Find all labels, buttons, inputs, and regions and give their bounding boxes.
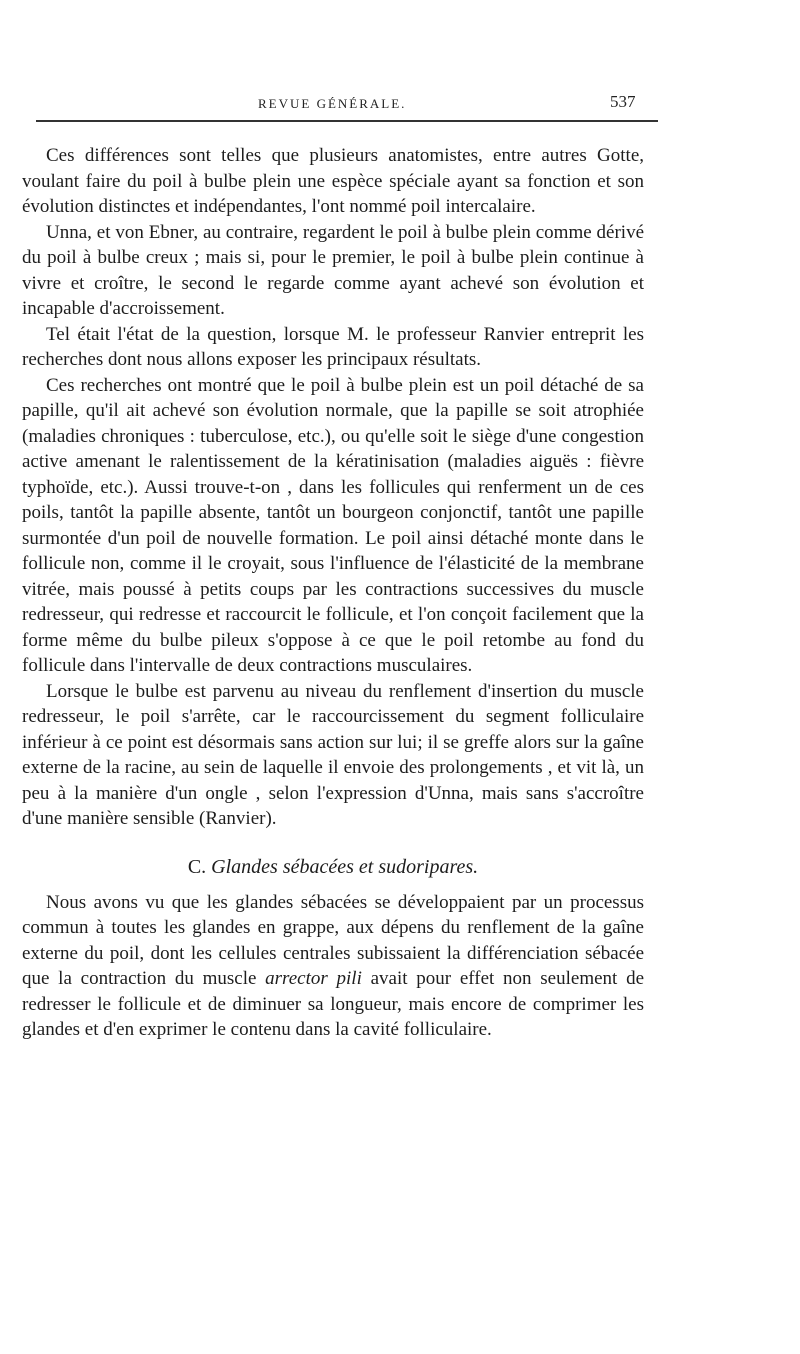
paragraph-glandes <box>22 890 644 1043</box>
paragraph-ranvier: Tel était l'état de la question, lorsque M. le professeur Ranvier entreprit les recherches dont nous allons exposer les principaux résultats. <box>22 323 644 370</box>
paragraph-bulbe: Lorsque le bulbe est parvenu au niveau du renflement d'insertion du muscle redresseur, le poil s'arrête, car le raccourcissement du segment folliculaire inférieur à ce point est désormais sans action sur lui; il se greffe alors sur la gaîne externe de la racine, au sein de laquelle il envoie des prolongements , et vit là, un peu à la manière d'un ongle , selon l'expression d'Unna, mais sans s'accroître d'une manière sensible (Ranvier). <box>22 680 644 829</box>
paragraph-glandes-after: avait pour effet non seulement de redresser le follicule et de diminuer sa longueur, mais encore de comprimer les glandes et d'en exprimer le contenu dans la cavité folliculaire. <box>22 968 644 1040</box>
paragraph-gotte: Ces différences sont telles que plusieurs anatomistes, entre autres Gotte, voulant faire du poil à bulbe plein une espèce spéciale ayant sa fonction et son évolution distinctes et indépendantes, l'ont nommé poil intercalaire. <box>22 145 644 217</box>
section-letter: C. <box>187 855 207 878</box>
section-title: Glandes sébacées et sudoripares. <box>211 855 479 878</box>
running-title: REVUE GÉNÉRALE. <box>258 96 407 111</box>
body-text <box>22 143 644 1043</box>
paragraph-unna-ebner: Unna, et von Ebner, au contraire, regardent le poil à bulbe plein comme dérivé du poil à bulbe creux ; mais si, pour le premier, le poil à bulbe plein continue à vivre et croître, le second le regarde comme ayant achevé son évolution et incapable d'accroissement. <box>22 221 644 319</box>
paragraph-glandes-before: Nous avons vu que les glandes sébacées se développaient par un processus commun à toutes les glandes en grappe, aux dépens du renflement de la gaîne externe du poil, dont les cellules centrales subissaient la différenciation sébacée que la contraction du muscle <box>22 891 644 989</box>
page-number: 537 <box>610 92 636 111</box>
header-rule <box>36 120 658 122</box>
paragraph-glandes-emphasis: arrector pili <box>265 968 362 989</box>
paragraph-recherches: Ces recherches ont montré que le poil à bulbe plein est un poil détaché de sa papille, qu'il ait achevé son évolution normale, que la papille se soit atrophiée (maladies chroniques : tuberculose, etc.), ou qu'elle soit le siège d'une congestion active amenant le ralentissement de la kératinisation (maladies aiguës : fièvre typhoïde, etc.). Aussi trouve-t-on , dans les follicules qui renferment un de ces poils, tantôt la papille absente, tantôt un bourgeon conjonctif, tantôt une papille surmontée d'un poil de nouvelle formation. Le poil ainsi détaché monte dans le follicule non, comme il le croyait, sous l'influence de l'élasticité de la membrane vitrée, mais poussé à petits coups par les contractions successives du muscle redresseur, qui redresse et raccourcit le follicule, et l'on conçoit facilement que la forme même du bulbe pileux s'oppose à ce que le poil retombe au fond du follicule dans l'intervalle de deux contractions musculaires. <box>22 374 644 676</box>
section-heading <box>22 854 644 880</box>
